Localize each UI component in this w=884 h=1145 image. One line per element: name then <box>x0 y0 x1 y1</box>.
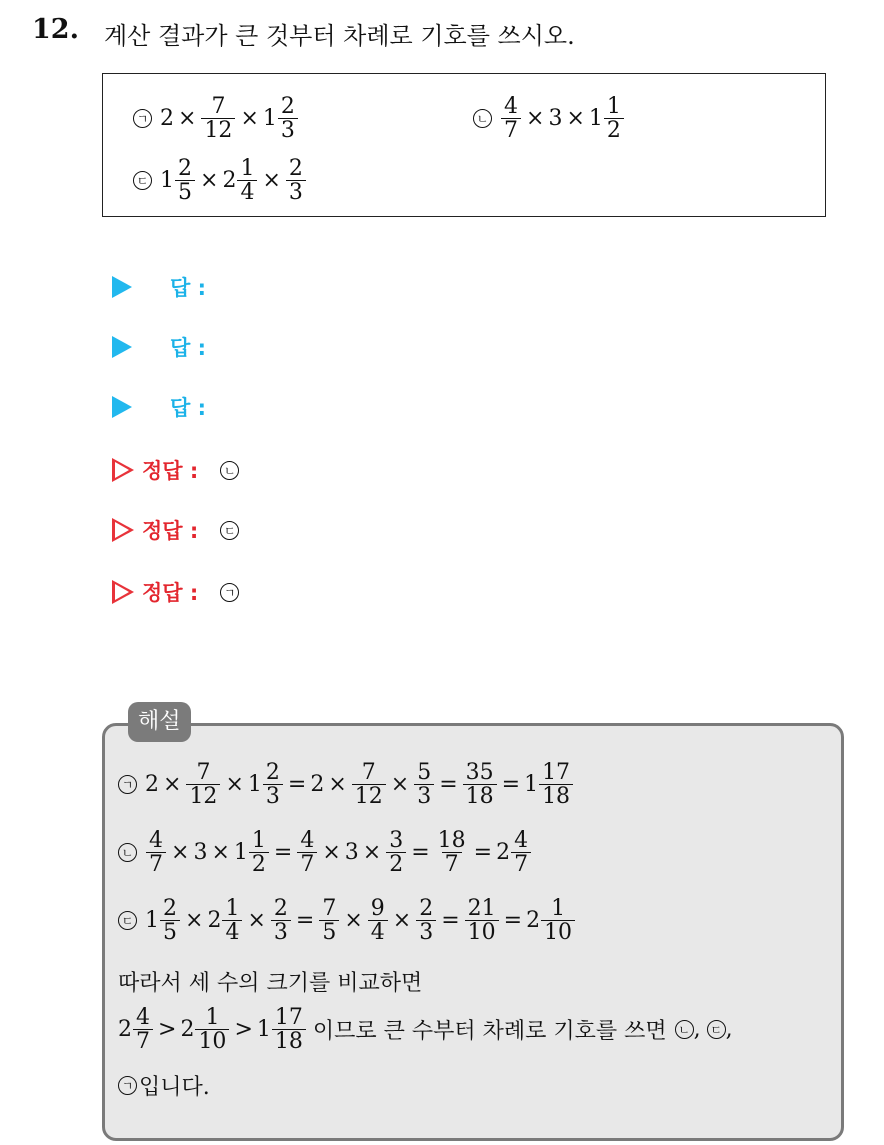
fraction: $\frac{1}{10}$ <box>541 897 575 944</box>
fraction: $\frac{2}{5}$ <box>175 157 195 204</box>
fraction: $\frac{2}{5}$ <box>160 897 180 944</box>
answer-label: 답 : <box>170 276 206 300</box>
fraction: $\frac{18}{7}$ <box>437 828 466 878</box>
fraction: $\frac{1}{2}$ <box>249 829 269 876</box>
fraction: $\frac{2}{3}$ <box>271 897 291 944</box>
fraction: $\frac{17}{18}$ <box>539 761 573 808</box>
outline-triangle-icon <box>112 580 134 604</box>
symbol-a-icon: ㄱ <box>118 775 137 794</box>
symbol-c-icon: ㄷ <box>220 521 239 540</box>
fraction: $\frac{4}{7}$ <box>297 829 317 876</box>
symbol-b-icon: ㄴ <box>675 1020 694 1039</box>
solution-comparison: 2 $\frac{4}{7}$ > 2 $\frac{1}{10}$ > 1 $\frac{17}{18}$ 이므로 큰 수부터 차례로 기호를 쓰면 ㄴ , ㄷ , <box>118 1005 733 1055</box>
fraction: $\frac{4}{7}$ <box>501 95 521 142</box>
correct-answer-row-1 <box>112 455 247 485</box>
answer-row-3 <box>112 392 206 422</box>
fraction: $\frac{4}{7}$ <box>133 1006 153 1053</box>
correct-answer-row-3 <box>112 577 247 607</box>
outline-triangle-icon <box>112 458 134 482</box>
fraction: $\frac{7}{5}$ <box>319 897 339 944</box>
solution-compare-text: 따라서 세 수의 크기를 비교하면 <box>118 971 423 996</box>
play-triangle-icon <box>112 396 132 418</box>
symbol-a-icon: ㄱ <box>133 109 152 128</box>
correct-label: 정답 : <box>142 459 199 483</box>
fraction: $\frac{1}{4}$ <box>222 897 242 944</box>
symbol-b-icon: ㄴ <box>220 461 239 480</box>
fraction: $\frac{2}{3}$ <box>416 897 436 944</box>
solution-tab: 해설 <box>128 702 191 742</box>
option-c-expression: ㄷ 1 $\frac{2}{5}$ × 2 $\frac{1}{4}$ × $\frac{2}{3}$ <box>133 157 307 204</box>
solution-ending: ㄱ 입니다. <box>118 1070 210 1101</box>
fraction: $\frac{7}{12}$ <box>201 95 235 142</box>
fraction: $\frac{2}{3}$ <box>263 761 283 808</box>
solution-conclusion-text: 이므로 큰 수부터 차례로 기호를 쓰면 <box>312 1019 667 1045</box>
solution-line-a: ㄱ 2 × $\frac{7}{12}$ × 1 $\frac{2}{3}$ = 2 × $\frac{7}{12}$ × $\frac{5}{3}$ = $\frac{35}{18}$ = 1 $\frac{17}{18}$ <box>118 761 574 808</box>
fraction: $\frac{1}{4}$ <box>237 157 257 204</box>
answer-row-2 <box>112 332 206 362</box>
fraction: $\frac{7}{12}$ <box>186 761 220 808</box>
answer-row-1 <box>112 272 206 302</box>
solution-line-c: ㄷ 1 $\frac{2}{5}$ × 2 $\frac{1}{4}$ × $\frac{2}{3}$ = $\frac{7}{5}$ × $\frac{9}{4}$ × $\frac{2}{3}$ = $\frac{21}{10}$ = 2 $\frac{1}{10}$ <box>118 897 576 944</box>
correct-label: 정답 : <box>142 519 199 543</box>
option-b-expression: ㄴ $\frac{4}{7}$ × 3 × 1 $\frac{1}{2}$ <box>473 95 625 142</box>
fraction: $\frac{4}{7}$ <box>511 829 531 876</box>
play-triangle-icon <box>112 276 132 298</box>
symbol-c-icon: ㄷ <box>118 911 137 930</box>
fraction: $\frac{1}{2}$ <box>604 95 624 142</box>
fraction: $\frac{5}{3}$ <box>414 761 434 808</box>
symbol-a-icon: ㄱ <box>118 1076 137 1095</box>
play-triangle-icon <box>112 336 132 358</box>
symbol-b-icon: ㄴ <box>118 843 137 862</box>
fraction: $\frac{2}{3}$ <box>278 95 298 142</box>
fraction: $\frac{1}{10}$ <box>195 1006 229 1053</box>
correct-answer-row-2 <box>112 515 247 545</box>
question-text: 계산 결과가 큰 것부터 차례로 기호를 쓰시오. <box>104 22 575 50</box>
symbol-a-icon: ㄱ <box>220 583 239 602</box>
solution-line-b: ㄴ $\frac{4}{7}$ × 3 × 1 $\frac{1}{2}$ = $\frac{4}{7}$ × 3 × $\frac{3}{2}$ = $\frac{18}{7}$ = 2 $\frac{4}{7}$ <box>118 829 532 876</box>
fraction: $\frac{9}{4}$ <box>368 897 388 944</box>
fraction: $\frac{2}{3}$ <box>286 157 306 204</box>
fraction: $\frac{35}{18}$ <box>463 761 497 808</box>
fraction: $\frac{7}{12}$ <box>352 761 386 808</box>
outline-triangle-icon <box>112 518 134 542</box>
fraction: $\frac{21}{10}$ <box>465 897 499 944</box>
symbol-c-icon: ㄷ <box>133 171 152 190</box>
question-number: 12. <box>32 14 79 45</box>
answer-label: 답 : <box>170 396 206 420</box>
fraction: $\frac{3}{2}$ <box>386 829 406 876</box>
fraction: $\frac{4}{7}$ <box>146 829 166 876</box>
answer-label: 답 : <box>170 336 206 360</box>
symbol-c-icon: ㄷ <box>707 1020 726 1039</box>
correct-label: 정답 : <box>142 581 199 605</box>
symbol-b-icon: ㄴ <box>473 109 492 128</box>
fraction: $\frac{17}{18}$ <box>272 1006 306 1053</box>
option-a-expression: ㄱ 2 × $\frac{7}{12}$ × 1 $\frac{2}{3}$ <box>133 95 299 142</box>
